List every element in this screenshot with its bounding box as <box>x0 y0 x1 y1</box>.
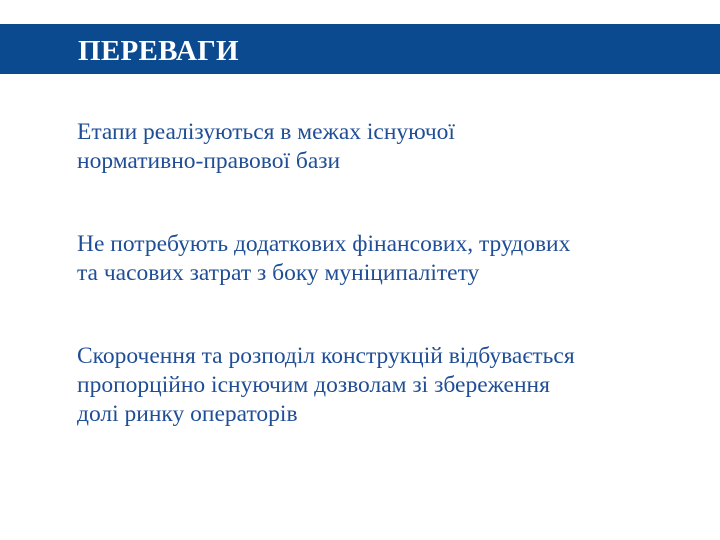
slide-title: ПЕРЕВАГИ <box>78 35 239 67</box>
bullet-line: та часових затрат з боку муніципалітету <box>77 260 480 286</box>
bullet-line: Етапи реалізуються в межах існуючої <box>77 119 455 145</box>
bullet-item <box>77 230 702 288</box>
bullet-item <box>77 342 702 429</box>
bullet-line: Скорочення та розподіл конструкцій відбувається <box>77 343 575 369</box>
title-bar <box>0 24 720 74</box>
bullet-line: пропорційно існуючим дозволам зі збереження <box>77 372 550 398</box>
bullet-item <box>77 118 702 176</box>
bullet-line: нормативно-правової бази <box>77 148 341 174</box>
bullet-list <box>77 118 702 483</box>
bullet-line: Не потребують додаткових фінансових, трудових <box>77 231 571 257</box>
bullet-line: долі ринку операторів <box>77 401 298 427</box>
